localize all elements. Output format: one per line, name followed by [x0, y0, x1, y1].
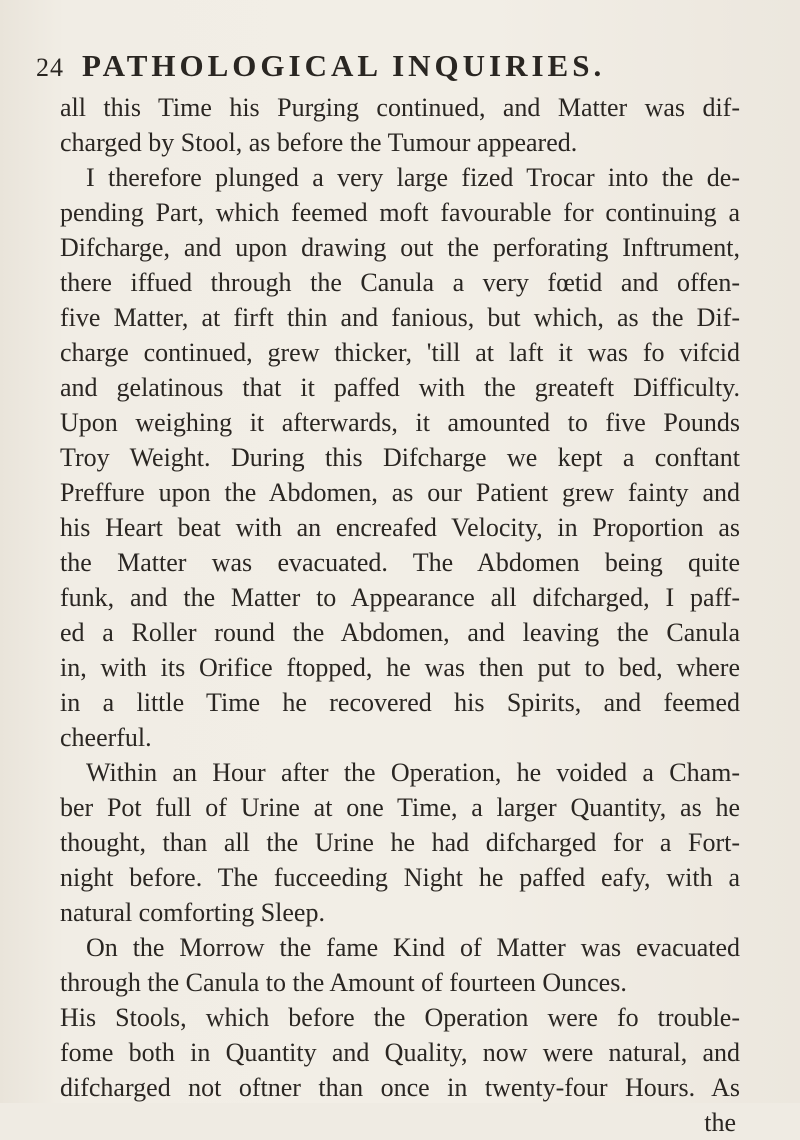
text-line: On the Morrow the fame Kind of Matter was evacuated [86, 933, 740, 962]
text-line: difcharged not oftner than once in twenty-four Hours. As [60, 1073, 740, 1102]
text-line: and gelatinous that it paffed with the greateft Difficulty. [60, 373, 740, 402]
text-line: I therefore plunged a very large fized Trocar into the de- [86, 163, 740, 192]
text-line: all this Time his Purging continued, and Matter was dif- [60, 93, 740, 122]
text-line: Within an Hour after the Operation, he voided a Cham- [86, 758, 740, 787]
text-line: charge continued, grew thicker, 'till at laft it was fo vifcid [60, 338, 740, 367]
text-line: Difcharge, and upon drawing out the perforating Inftrument, [60, 233, 740, 262]
text-line: in, with its Orifice ftopped, he was then put to bed, where [60, 653, 740, 682]
text-line: his Heart beat with an encreafed Velocity, in Proportion as [60, 513, 740, 542]
text-line: ed a Roller round the Abdomen, and leaving the Canula [60, 618, 740, 647]
text-line: there iffued through the Canula a very fœtid and offen- [60, 268, 740, 297]
text-line: charged by Stool, as before the Tumour appeared. [60, 128, 578, 157]
text-line: natural comforting Sleep. [60, 898, 325, 927]
text-line: ber Pot full of Urine at one Time, a larger Quantity, as he [60, 793, 740, 822]
text-line: night before. The fucceeding Night he paffed eafy, with a [60, 863, 740, 892]
text-line: five Matter, at firft thin and fanious, but which, as the Dif- [60, 303, 740, 332]
text-line: through the Canula to the Amount of fourteen Ounces. [60, 968, 627, 997]
text-line: the Matter was evacuated. The Abdomen being quite [60, 548, 740, 577]
running-head: PATHOLOGICAL INQUIRIES. [82, 48, 606, 83]
page-number: 24 [36, 53, 64, 82]
catchword: the [704, 1108, 736, 1137]
text-line: in a little Time he recovered his Spirits, and feemed [60, 688, 740, 717]
text-line: His Stools, which before the Operation were fo trouble- [60, 1003, 740, 1032]
text-line: Upon weighing it afterwards, it amounted to five Pounds [60, 408, 740, 437]
page-header [36, 48, 776, 88]
text-line: Preffure upon the Abdomen, as our Patient grew fainty and [60, 478, 740, 507]
text-line: thought, than all the Urine he had difcharged for a Fort- [60, 828, 740, 857]
text-line: fome both in Quantity and Quality, now were natural, and [60, 1038, 740, 1067]
text-line: cheerful. [60, 723, 152, 752]
text-line: Troy Weight. During this Difcharge we kept a conftant [60, 443, 740, 472]
text-line: funk, and the Matter to Appearance all difcharged, I paff- [60, 583, 740, 612]
text-line: pending Part, which feemed moft favourable for continuing a [60, 198, 740, 227]
body-text [60, 90, 740, 1140]
